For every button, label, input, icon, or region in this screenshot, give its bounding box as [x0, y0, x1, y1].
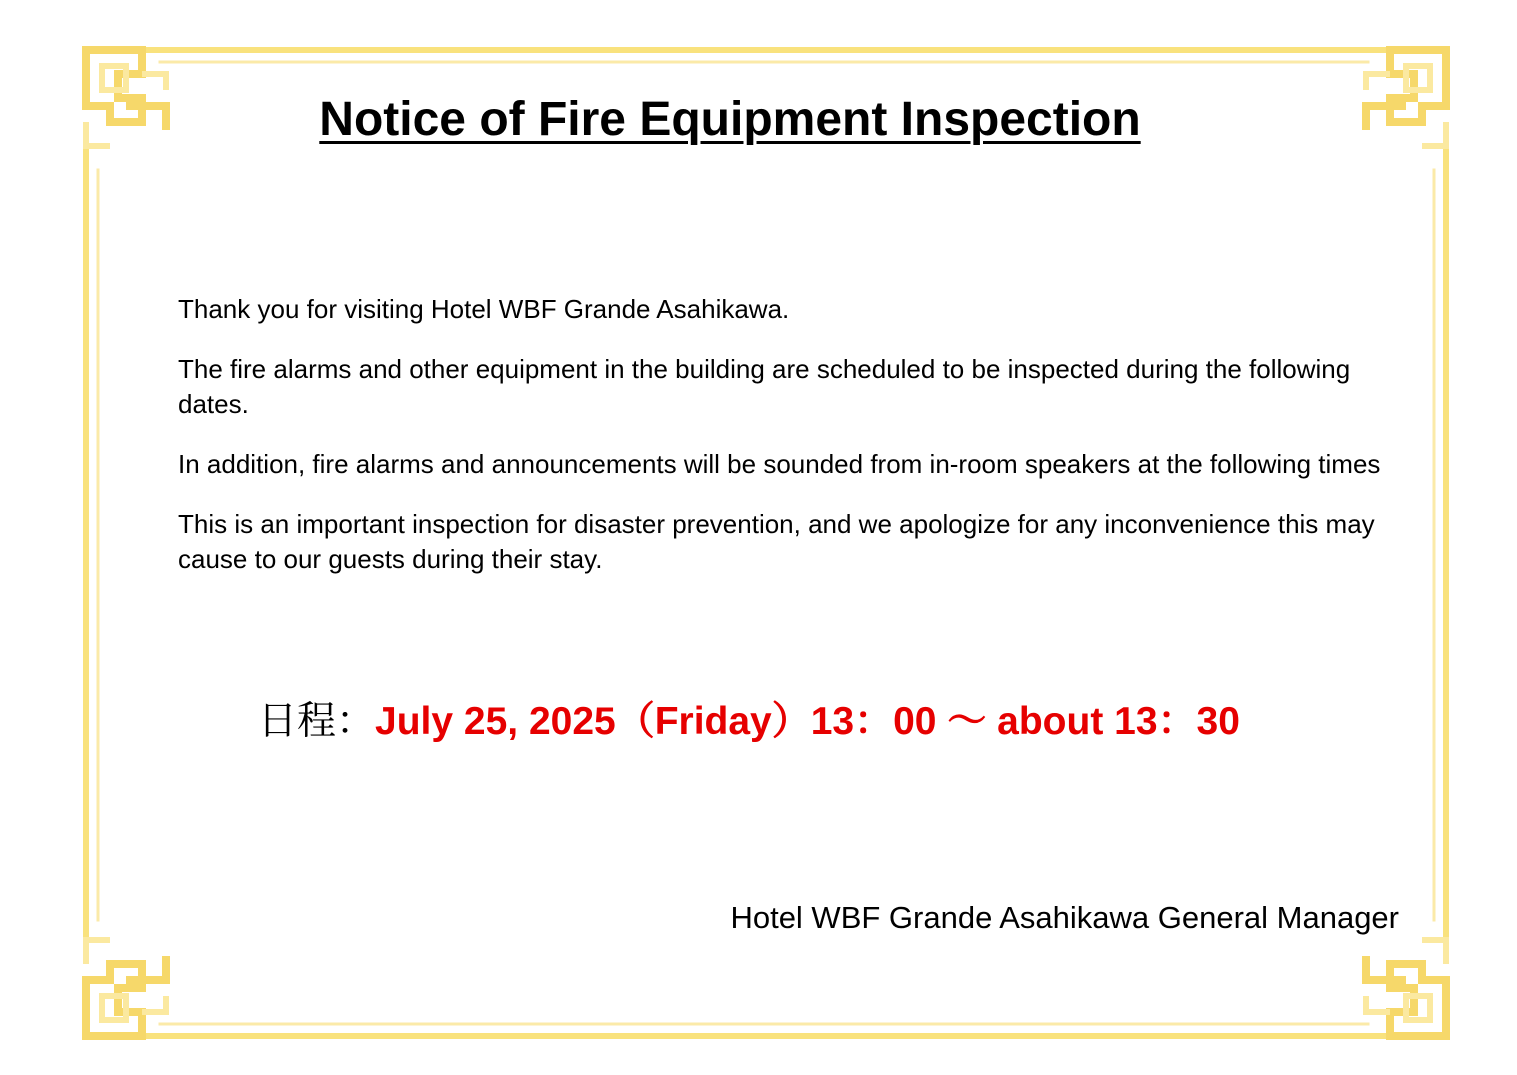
notice-body	[178, 292, 1398, 602]
notice-title: Notice of Fire Equipment Inspection	[319, 93, 1141, 146]
paragraph-alarms: In addition, fire alarms and announcements will be sounded from in-room speakers at the following times	[178, 449, 1381, 479]
schedule-line	[258, 694, 1240, 750]
paragraph-apology: This is an important inspection for disaster prevention, and we apologize for any inconvenience this may cause to our guests during their stay.	[178, 509, 1375, 574]
paragraph-inspection: The fire alarms and other equipment in the building are scheduled to be inspected during the following dates.	[178, 354, 1351, 419]
schedule-datetime: July 25, 2025（Friday）13：00 ～ about 13：30	[375, 700, 1240, 743]
signature: Hotel WBF Grande Asahikawa General Manager	[730, 900, 1399, 935]
paragraph-thanks: Thank you for visiting Hotel WBF Grande Asahikawa.	[178, 294, 790, 324]
corner-ornament-bottom-right	[1366, 940, 1446, 1036]
schedule-label: 日程：	[258, 700, 376, 743]
corner-ornament-bottom-left	[86, 940, 166, 1036]
